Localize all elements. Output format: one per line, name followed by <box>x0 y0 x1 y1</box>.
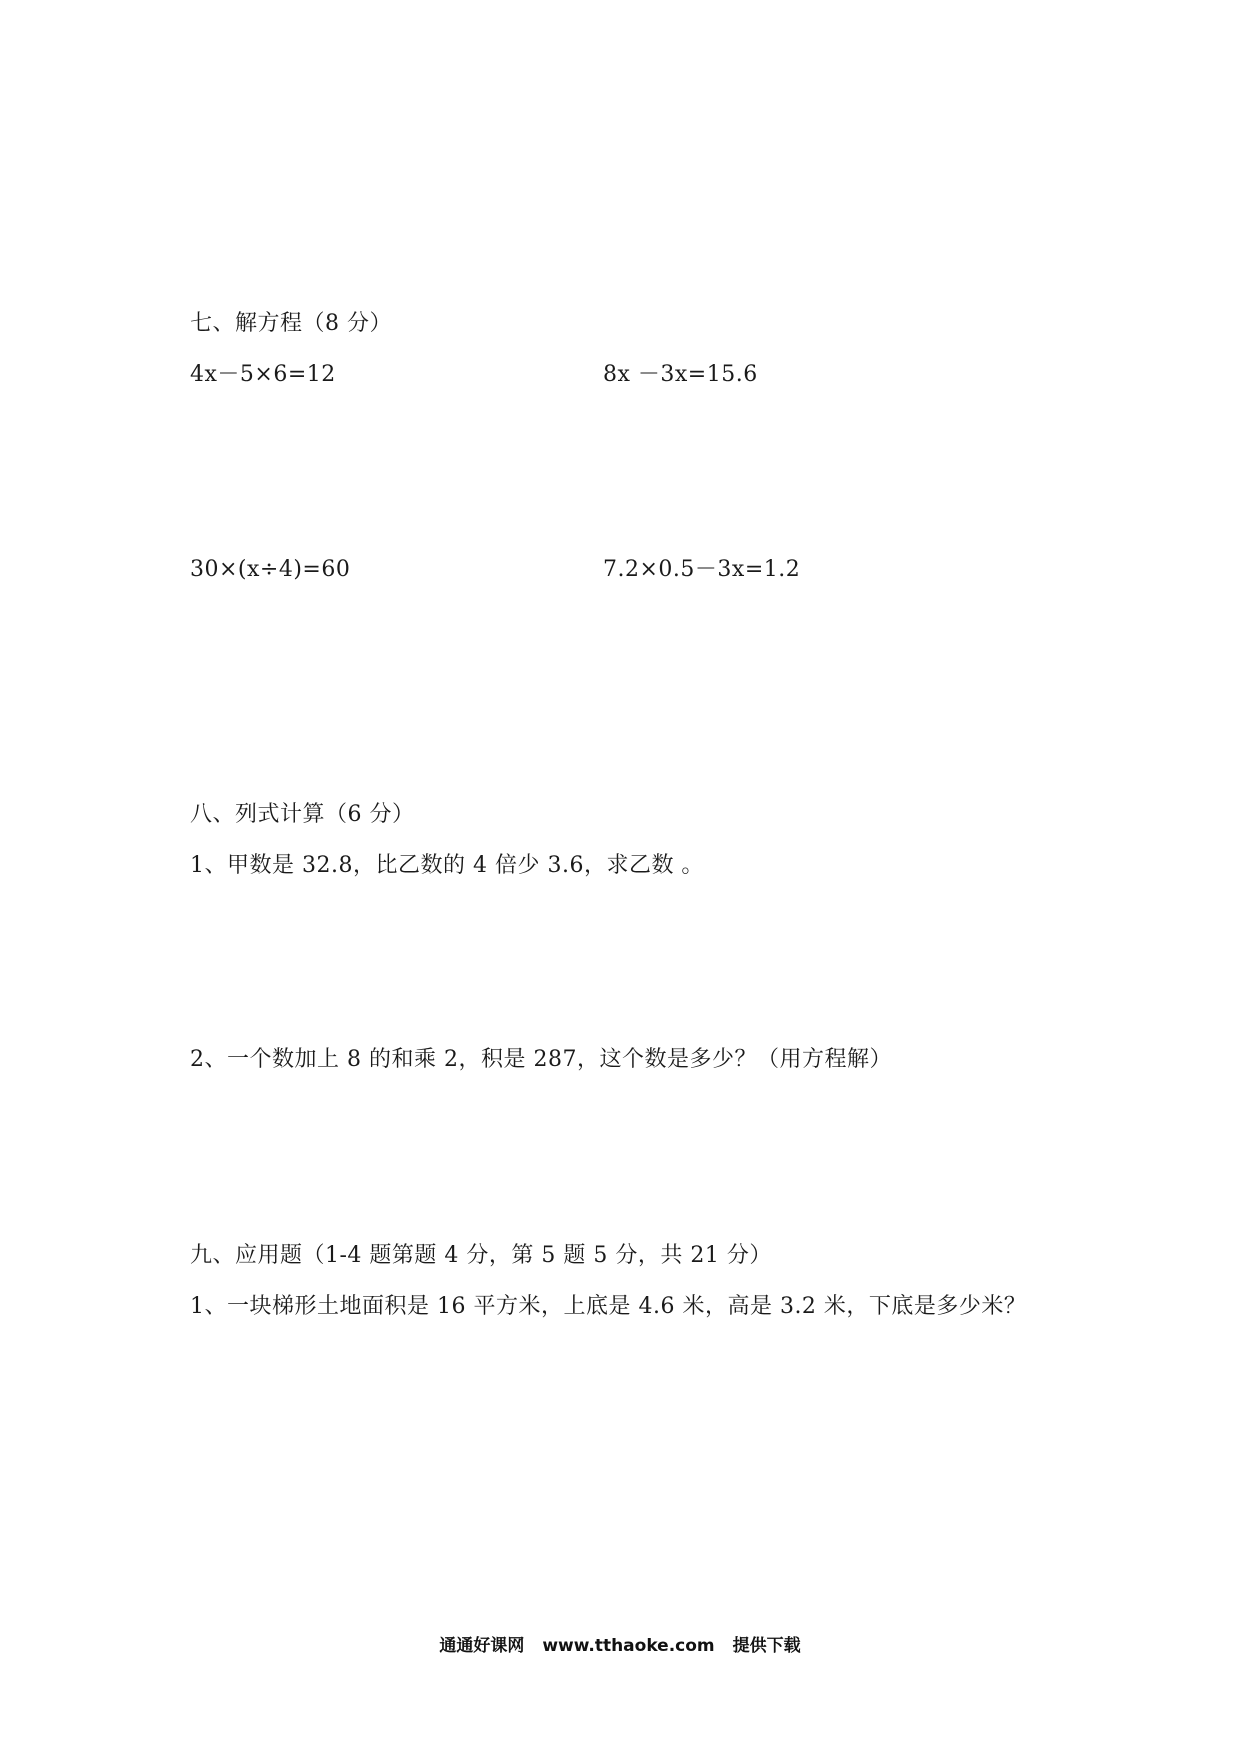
section8-question-1: 1、甲数是 32.8，比乙数的 4 倍少 3.6，求乙数 。 <box>190 853 704 878</box>
footer-site-name: 通通好课网 <box>439 1636 525 1656</box>
page-footer <box>0 1631 1240 1656</box>
section8-question-2: 2、一个数加上 8 的和乘 2，积是 287，这个数是多少？（用方程解） <box>190 1047 892 1072</box>
equation-2: 8x －3x=15.6 <box>603 362 758 387</box>
equation-3: 30×(x÷4)=60 <box>190 557 351 582</box>
section7-title: 七、解方程（8 分） <box>190 311 392 336</box>
section9-question-1: 1、一块梯形土地面积是 16 平方米，上底是 4.6 米，高是 3.2 米，下底是多少米？ <box>190 1294 1027 1319</box>
equation-1: 4x－5×6=12 <box>190 362 336 387</box>
section8-title: 八、列式计算（6 分） <box>190 802 415 827</box>
equation-4: 7.2×0.5－3x=1.2 <box>603 557 801 582</box>
footer-url-link[interactable]: www.tthaoke.com <box>542 1636 715 1656</box>
section9-title: 九、应用题（1-4 题第题 4 分，第 5 题 5 分，共 21 分） <box>190 1243 772 1268</box>
footer-suffix: 提供下载 <box>732 1636 801 1656</box>
